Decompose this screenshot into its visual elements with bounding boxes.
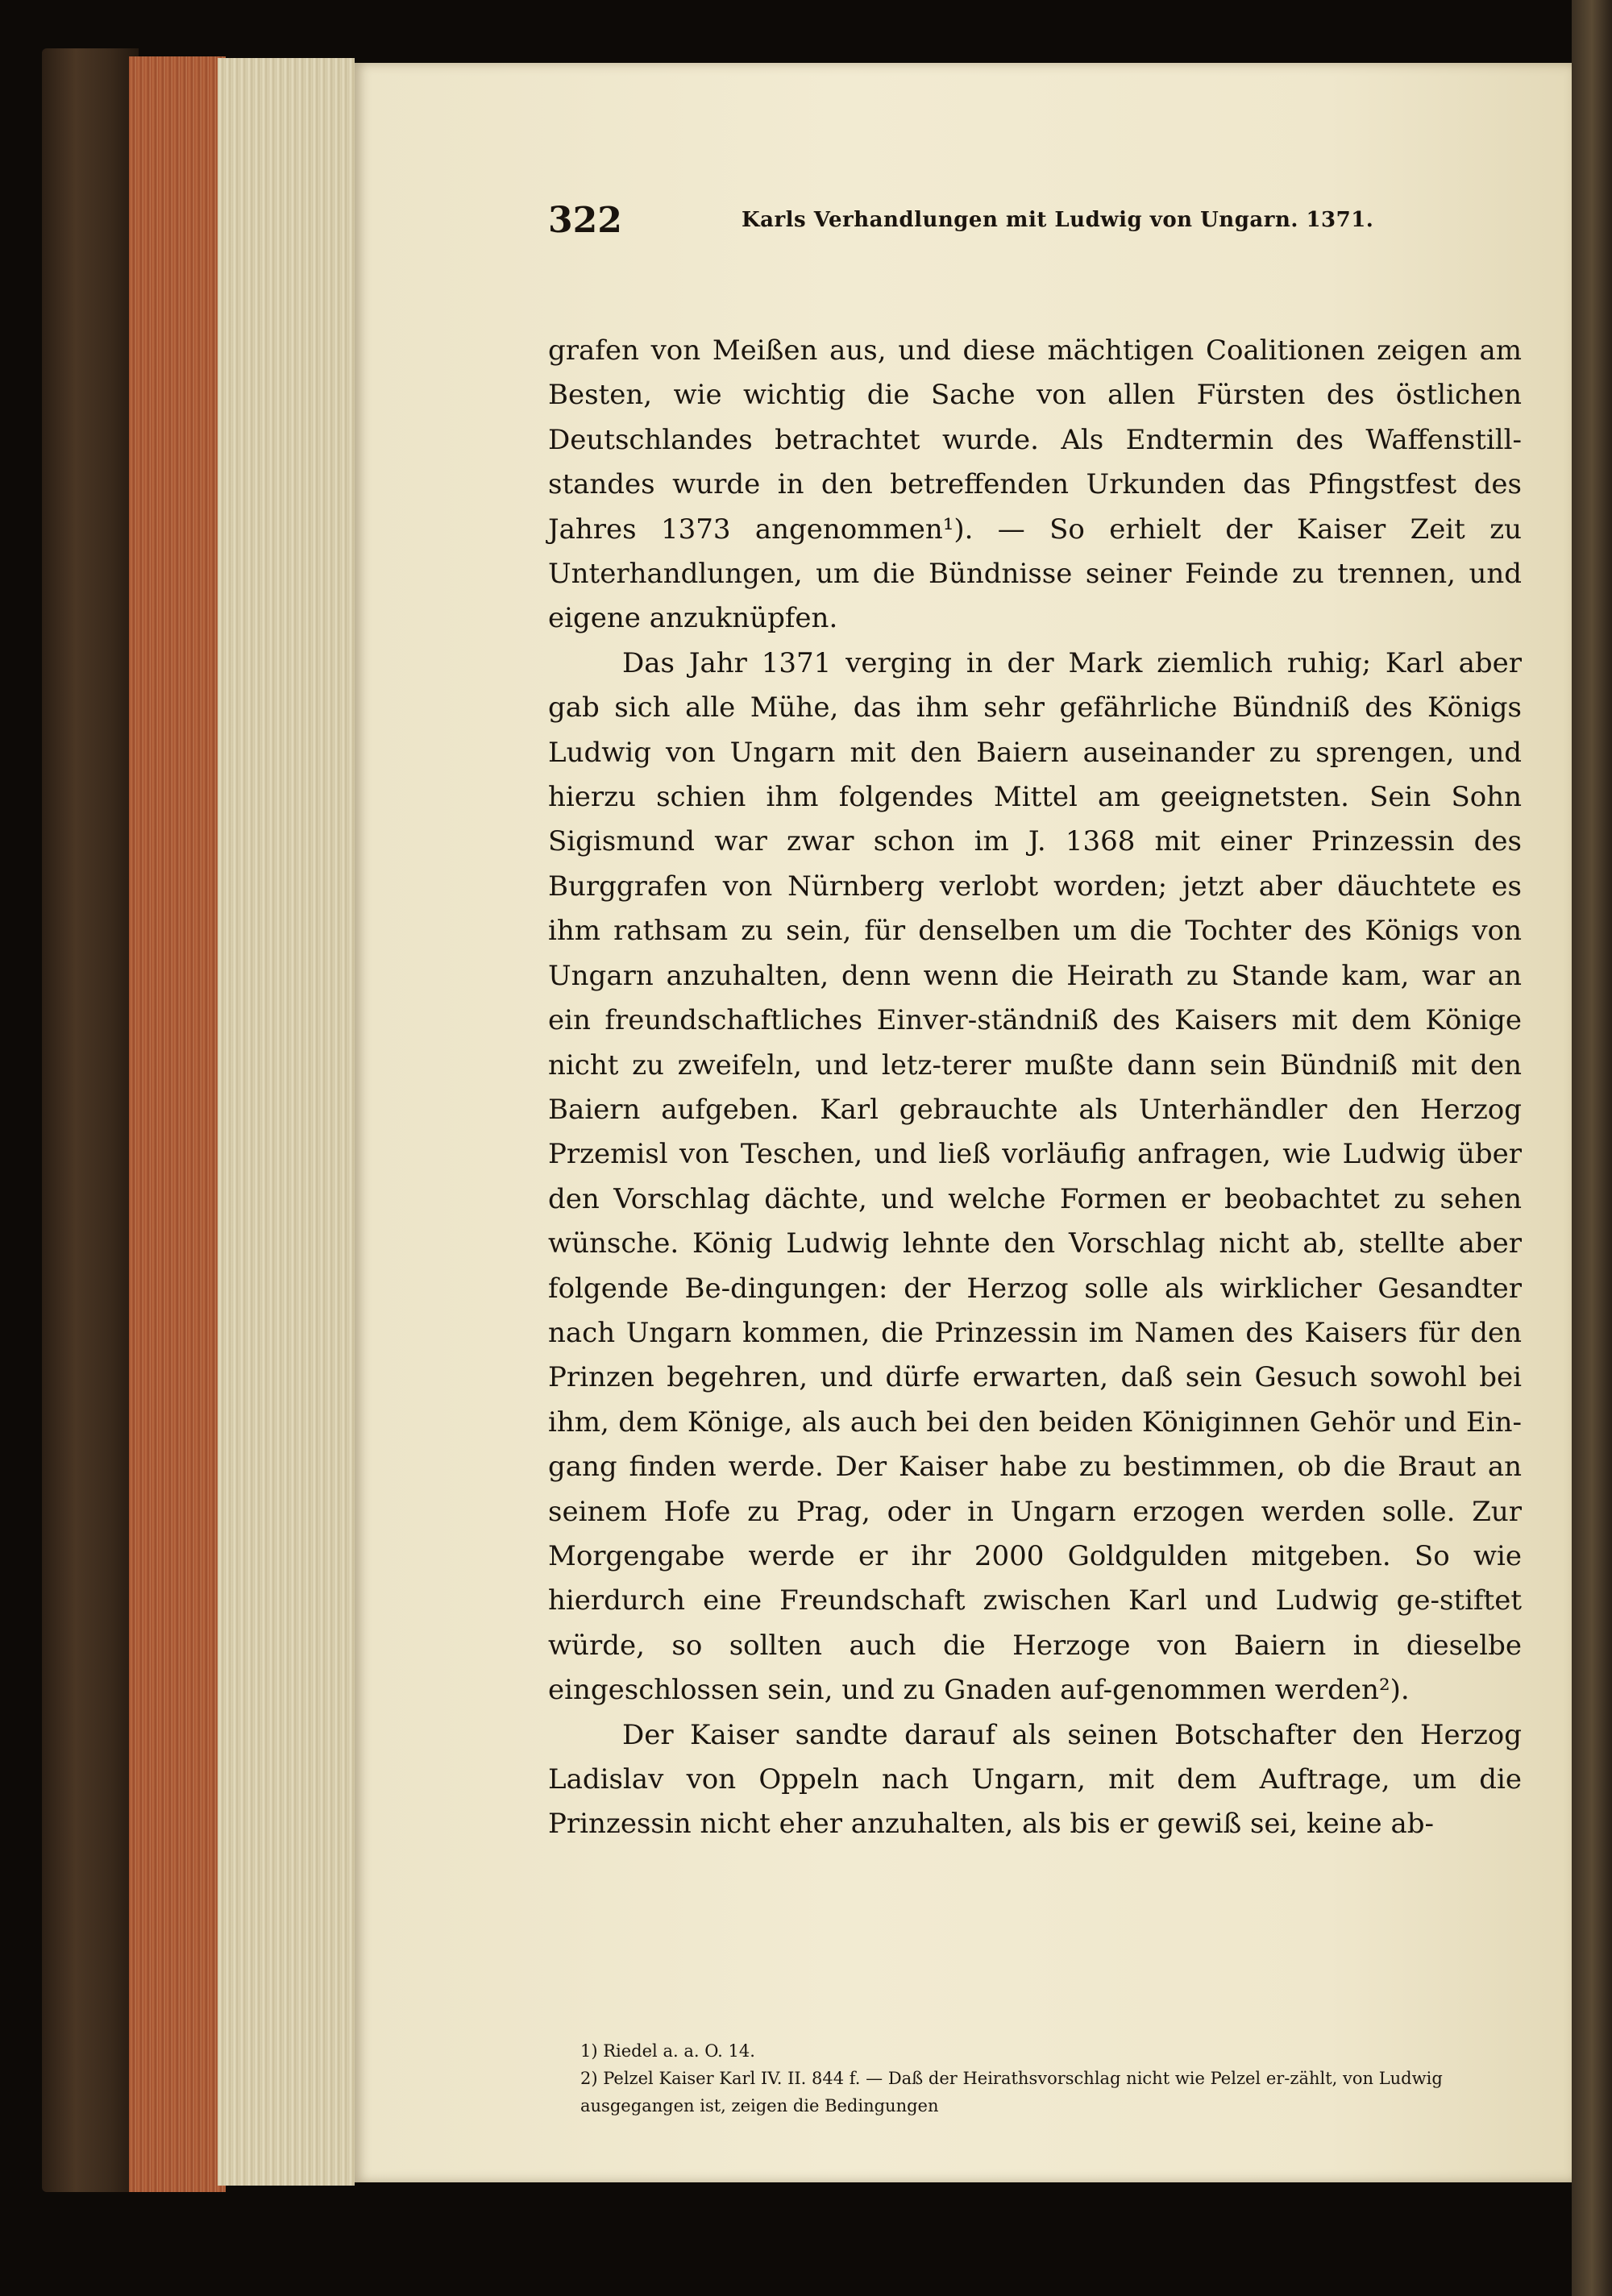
footnotes (548, 2037, 1522, 2120)
page-edges-cream (218, 58, 355, 2186)
paragraph-1: grafen von Meißen aus, und diese mächtigen Coalitionen zeigen am Besten, wie wichtig die Sache von allen Fürsten des östlichen Deutschlandes betrachtet wurde. Als Endtermin des Waffenstill-standes wurde in den betreffenden Urkunden das Pfingstfest des Jahres 1373 angenommen¹). — So erhielt der Kaiser Zeit zu Unterhandlungen, um die Bündnisse seiner Feinde zu trennen, und eigene anzuknüpfen. (548, 334, 1522, 635)
book-page (355, 63, 1572, 2182)
paragraph-3: Der Kaiser sandte darauf als seinen Botschafter den Herzog Ladislav von Oppeln nach Ungarn, mit dem Auftrage, um die Prinzessin nicht eher anzuhalten, als bis er gewiß sei, keine ab- (548, 1718, 1522, 1841)
book-cover-right (1572, 0, 1612, 2296)
page-number: 322 (548, 200, 622, 241)
footnote-1: 1) Riedel a. a. O. 14. (580, 2041, 755, 2061)
page-edges-red (129, 56, 226, 2192)
paragraph-2: Das Jahr 1371 verging in der Mark ziemlich ruhig; Karl aber gab sich alle Mühe, das ihm sehr gefährliche Bündniß des Königs Ludwig von Ungarn mit den Baiern auseinander zu sprengen, und hierzu schien ihm folgendes Mittel am geeignetsten. Sein Sohn Sigismund war zwar schon im J. 1368 mit einer Prinzessin des Burggrafen von Nürnberg verlobt worden; jetzt aber däuchtete es ihm rathsam zu sein, für denselben um die Tochter des Königs von Ungarn anzuhalten, denn wenn die Heirath zu Stande kam, war an ein freundschaftliches Einver-ständniß des Kaisers mit dem Könige nicht zu zweifeln, und letz-terer mußte dann sein Bündniß mit den Baiern aufgeben. Karl gebrauchte als Unterhändler den Herzog Przemisl von Teschen, und ließ vorläufig anfragen, wie Ludwig über den Vorschlag dächte, und welche Formen er beobachtet zu sehen wünsche. König Ludwig lehnte den Vorschlag nicht ab, stellte aber folgende Be-dingungen: der Herzog solle als wirklicher Gesandter nach Ungarn kommen, die Prinzessin im Namen des Kaisers für den Prinzen begehren, und dürfe erwarten, daß sein Gesuch sowohl bei ihm, dem Könige, als auch bei den beiden Königinnen Gehör und Ein-gang finden werde. Der Kaiser habe zu bestimmen, ob die Braut an seinem Hofe zu Prag, oder in Ungarn erzogen werden solle. Zur Morgengabe werde er ihr 2000 Goldgulden mitgeben. So wie hierdurch eine Freundschaft zwischen Karl und Ludwig ge-stiftet würde, so sollten auch die Herzoge von Baiern in dieselbe eingeschlossen sein, und zu Gnaden auf-genommen werden²). (548, 646, 1522, 1707)
body-text (548, 329, 1522, 1847)
footnote-2: 2) Pelzel Kaiser Karl IV. II. 844 f. — Daß der Heirathsvorschlag nicht wie Pelzel er-zählt, von Ludwig ausgegangen ist, zeigen die Bedingungen (580, 2069, 1443, 2115)
book-cover-left (42, 48, 139, 2192)
page-header (548, 200, 1515, 248)
running-title: Karls Verhandlungen mit Ludwig von Ungarn. 1371. (742, 208, 1374, 232)
